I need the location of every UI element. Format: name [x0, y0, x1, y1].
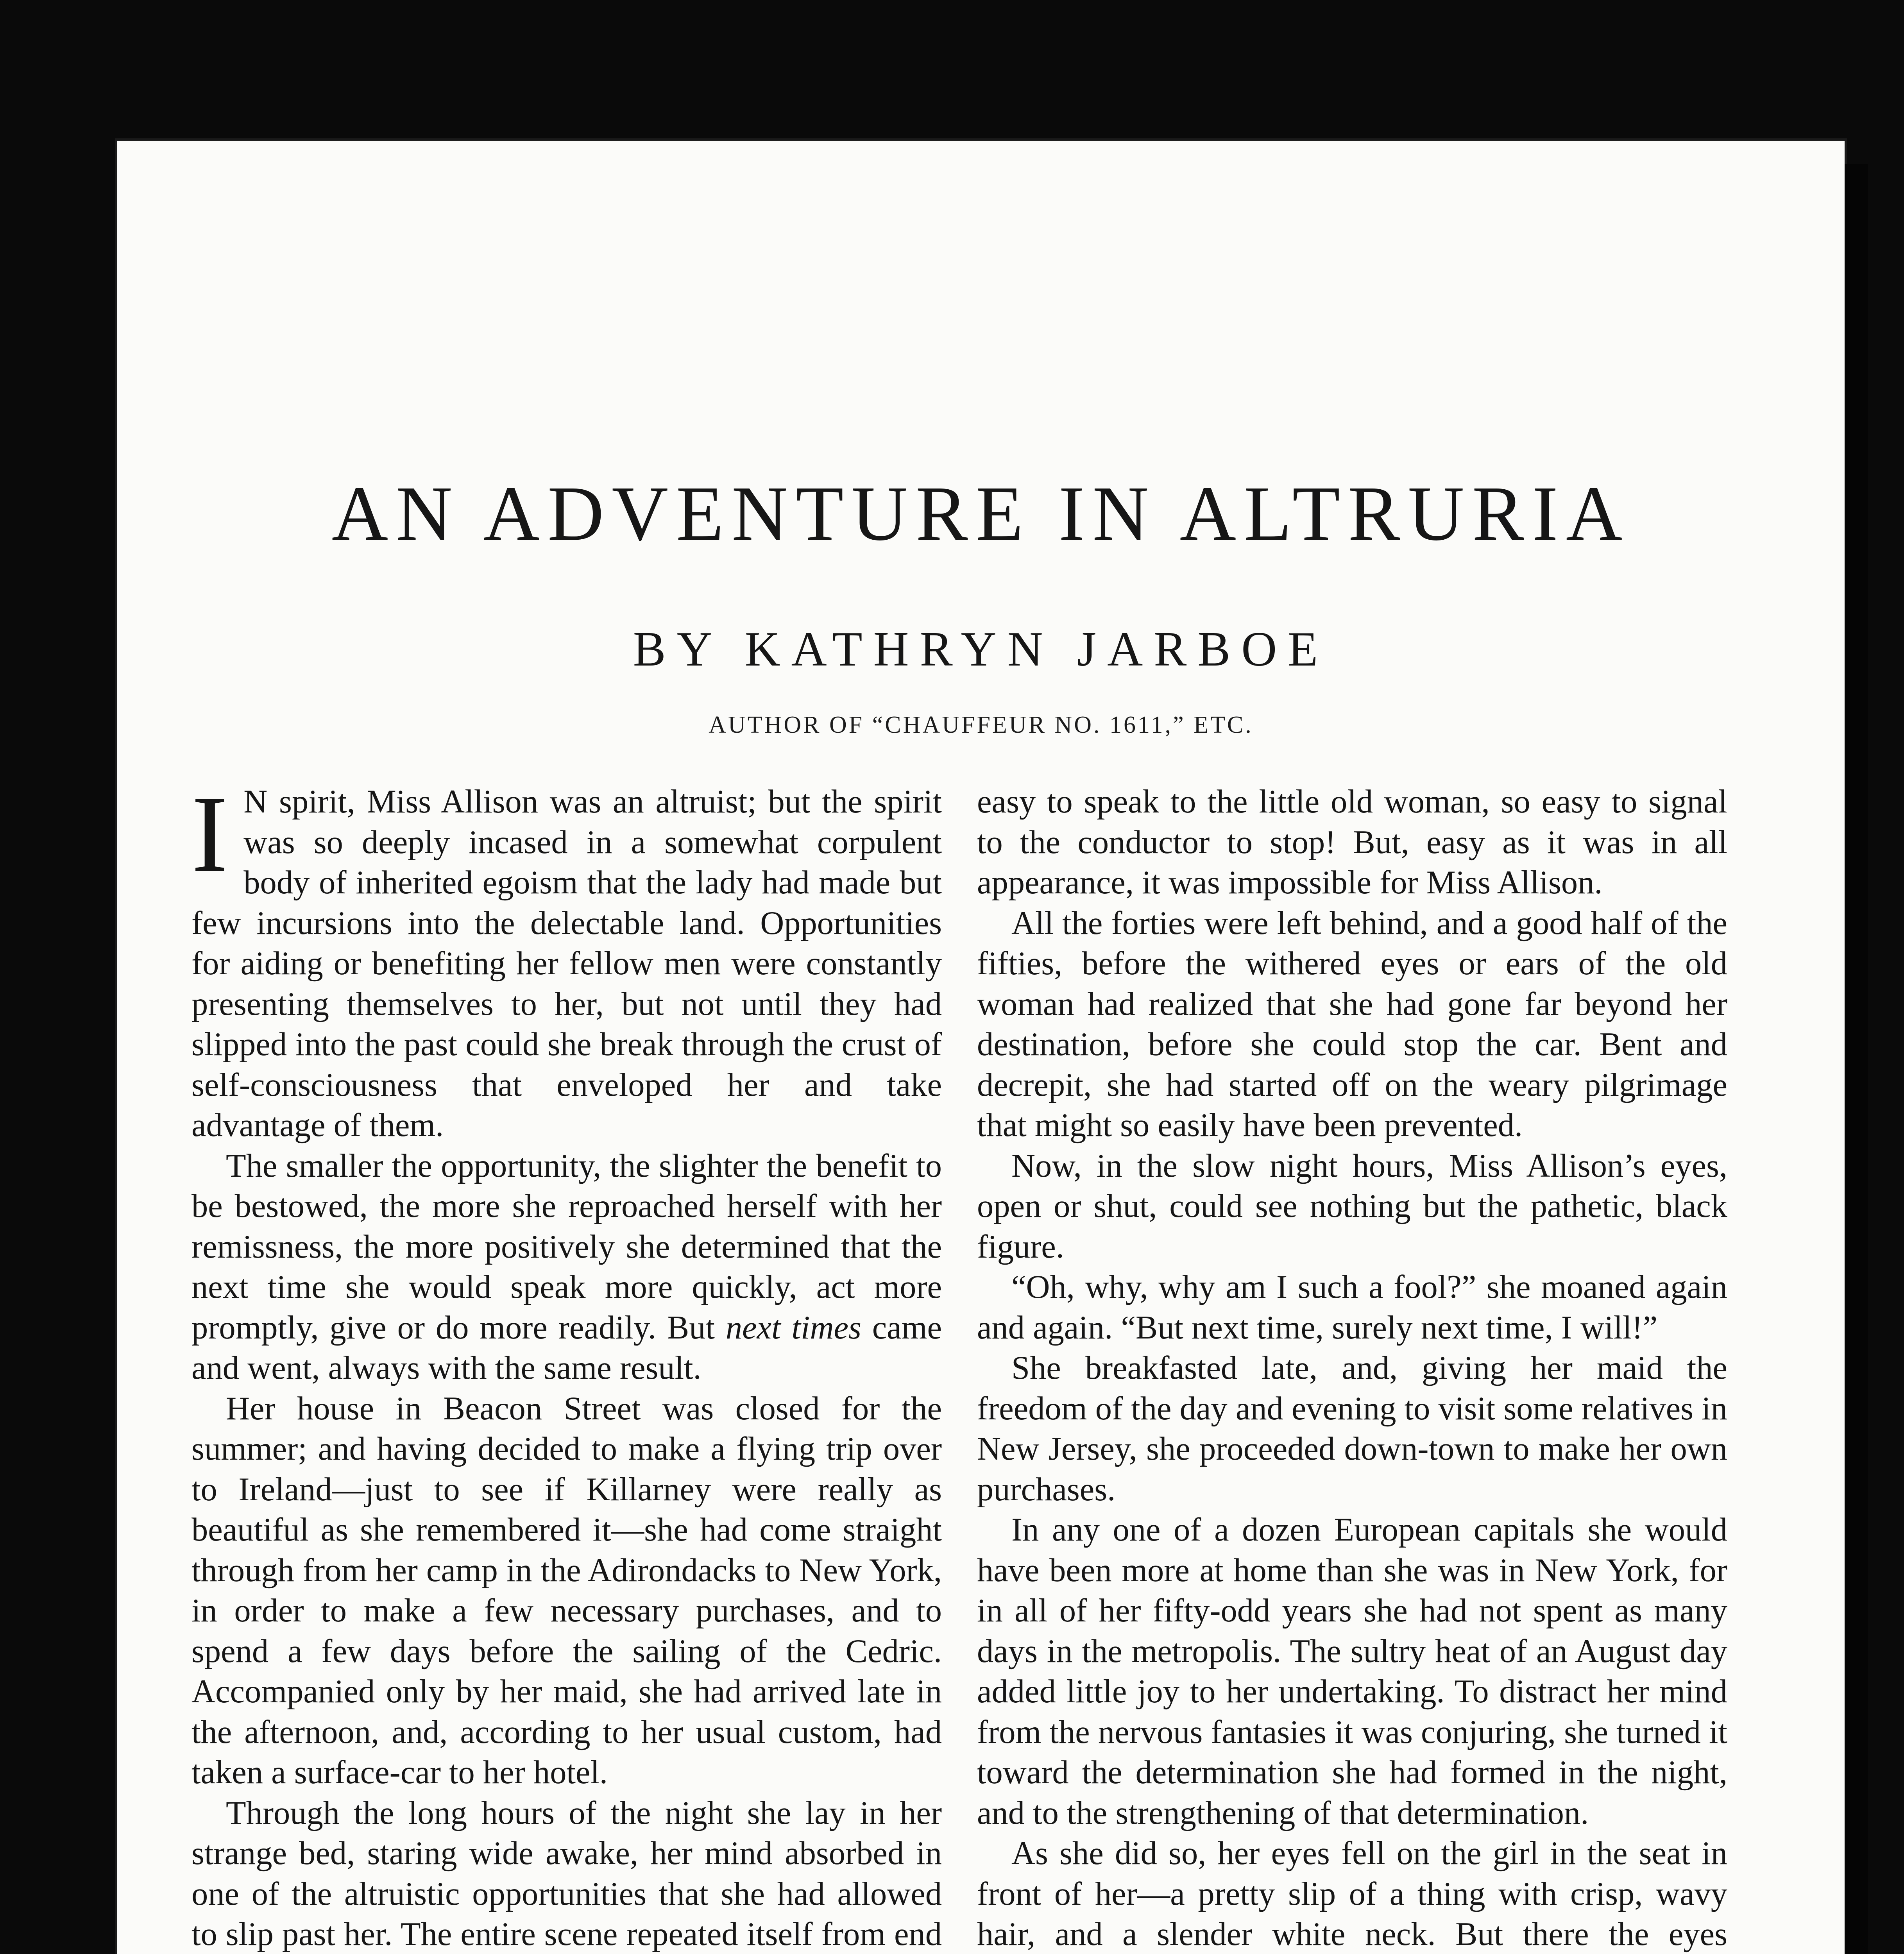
paragraph-1: [191, 773, 942, 1146]
paragraph-2: [191, 1146, 942, 1389]
author-note: AUTHOR OF “CHAUFFEUR NO. 1611,” ETC.: [709, 712, 1253, 738]
left-column: [191, 773, 942, 1954]
magazine-page: [117, 141, 1845, 1954]
article-title: AN ADVENTURE IN ALTRURIA: [331, 471, 1630, 557]
byline: BY KATHRYN JARBOE: [633, 622, 1329, 676]
paragraph-7: All the forties were left behind, and a good half of the fifties, before the withered eyes or ears of the old woman had realized that she had gone far beyond her destination, before she could stop the car. Bent and decrepit, she had started off on the weary pilgrimage that might so easily have been prevented.: [977, 905, 1727, 1143]
paragraph-8: Now, in the slow night hours, Miss Allison’s eyes, open or shut, could see nothing but the pathetic, black figure.: [977, 1147, 1727, 1265]
page-spine-shadow: [1845, 164, 1868, 1954]
paragraph-2-italic: next times: [725, 1309, 861, 1346]
paragraph-4: Through the long hours of the night she lay in her strange bed, staring wide awake, her mind absorbed in one of the altruistic opportunities that she had allowed to slip past her. The entire scene repeated itself from end: [191, 1795, 942, 1952]
right-column: [977, 782, 1727, 1954]
drop-cap: I: [191, 773, 228, 895]
paragraph-3: Her house in Beacon Street was closed for the summer; and having decided to make a flying trip over to Ireland—just to see if Killarney were really as beautiful as she remembered it—she had come straight through from her camp in the Adirondacks to New York, in order to make a few necessary purchases, and to spend a few days before the sailing of the Cedric. Accompanied only by her maid, she had arrived late in the afternoon, and, according to her usual custom, had taken a surface-car to her hotel.: [191, 1390, 942, 1791]
paragraph-11: In any one of a dozen European capitals she would have been more at home than she was in New York, for in all of her fifty-odd years she had not spent as many days in the metropolis. The sultry heat of an August day added little joy to her undertaking. To distract her mind from the nervous fantasies it was conjuring, she turned it toward the determination she had formed in the night, and to the strengthening of that determination.: [977, 1512, 1727, 1831]
paragraph-1-text: N spirit, Miss Allison was an altruist; but the spirit was so deeply incased in a somewhat corpulent body of inherited egoism that the lady had made but few incursions into the delectable land. Opportunities for aiding or benefiting her fellow men were constantly presenting themselves to her, but not until they had slipped into the past could she break through the crust of self-consciousness that enveloped her and take advantage of them.: [191, 784, 942, 1143]
paragraph-2-text-a: The smaller the opportunity, the slighter the benefit to be bestowed, the more she reproached herself with her remissness, the more positively she determined that the next time she would speak more quickly, act more promptly, give or do more readily. But: [191, 1147, 942, 1346]
paragraph-6: easy to speak to the little old woman, so easy to signal to the conductor to stop! But, easy as it was in all appearance, it was impossible for Miss Allison.: [977, 784, 1727, 901]
paragraph-2-text-b: came and went, always with the same result.: [191, 1309, 942, 1386]
paragraph-10: She breakfasted late, and, giving her maid the freedom of the day and evening to visit some relatives in New Jersey, she proceeded down-town to make her own purchases.: [977, 1350, 1727, 1508]
paragraph-12: As she did so, her eyes fell on the girl in the seat in front of her—a pretty slip of a thing with crisp, wavy hair, and a slender white neck. But there the eyes: [977, 1835, 1727, 1952]
paragraph-9: “Oh, why, why am I such a fool?” she moaned again and again. “But next time, surely next time, I will!”: [977, 1269, 1727, 1346]
